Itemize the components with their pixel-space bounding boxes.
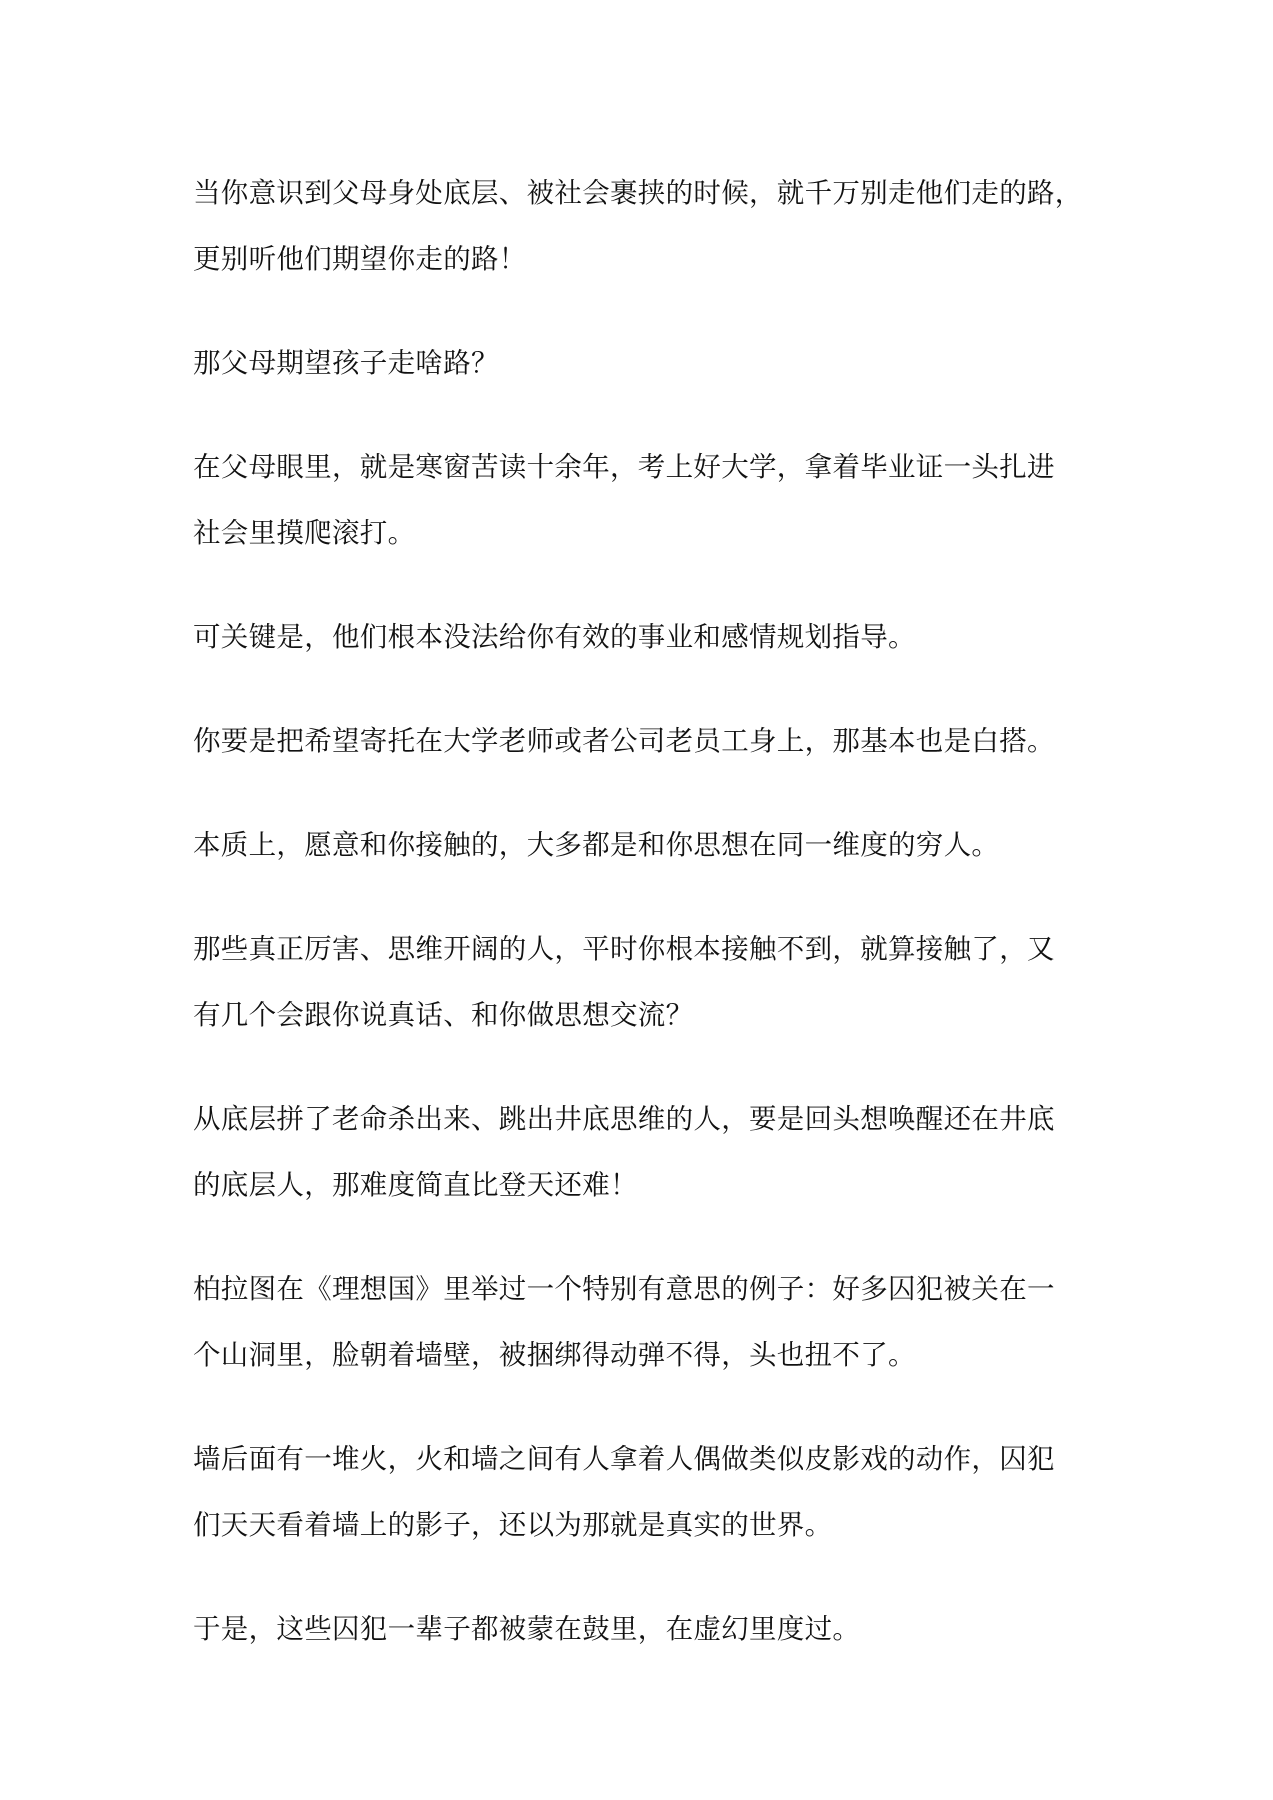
paragraph-line: 个山洞里，脸朝着墙壁，被捆绑得动弹不得，头也扭不了。 <box>193 1339 916 1371</box>
paragraph-line: 从底层拼了老命杀出来、跳出井底思维的人，要是回头想唤醒还在井底 <box>193 1103 1055 1135</box>
paragraph-line: 可关键是，他们根本没法给你有效的事业和感情规划指导。 <box>193 621 916 653</box>
paragraph-line: 墙后面有一堆火，火和墙之间有人拿着人偶做类似皮影戏的动作，囚犯 <box>193 1443 1055 1475</box>
paragraph-6 <box>193 812 1093 878</box>
document-page <box>193 160 1093 1700</box>
paragraph-11 <box>193 1596 1093 1662</box>
paragraph-line: 本质上，愿意和你接触的，大多都是和你思想在同一维度的穷人。 <box>193 829 1000 861</box>
paragraph-line: 的底层人，那难度简直比登天还难！ <box>193 1169 638 1201</box>
paragraph-line: 更别听他们期望你走的路！ <box>193 243 527 275</box>
paragraph-line: 那些真正厉害、思维开阔的人，平时你根本接触不到，就算接触了，又 <box>193 933 1055 965</box>
paragraph-line: 你要是把希望寄托在大学老师或者公司老员工身上，那基本也是白搭。 <box>193 725 1055 757</box>
paragraph-line: 社会里摸爬滚打。 <box>193 517 416 549</box>
paragraph-8 <box>193 1086 1093 1218</box>
paragraph-7 <box>193 916 1093 1048</box>
paragraph-5 <box>193 708 1093 774</box>
paragraph-line: 那父母期望孩子走啥路？ <box>193 347 499 379</box>
paragraph-9 <box>193 1256 1093 1388</box>
paragraph-line: 于是，这些囚犯一辈子都被蒙在鼓里，在虚幻里度过。 <box>193 1613 861 1645</box>
paragraph-3 <box>193 434 1093 566</box>
paragraph-4 <box>193 604 1093 670</box>
paragraph-10 <box>193 1426 1093 1558</box>
paragraph-line: 柏拉图在《理想国》里举过一个特别有意思的例子：好多囚犯被关在一 <box>193 1273 1055 1305</box>
paragraph-line: 当你意识到父母身处底层、被社会裹挟的时候，就千万别走他们走的路， <box>193 177 1083 209</box>
paragraph-2 <box>193 330 1093 396</box>
paragraph-line: 们天天看着墙上的影子，还以为那就是真实的世界。 <box>193 1509 833 1541</box>
paragraph-line: 在父母眼里，就是寒窗苦读十余年，考上好大学，拿着毕业证一头扎进 <box>193 451 1055 483</box>
paragraph-line: 有几个会跟你说真话、和你做思想交流？ <box>193 999 694 1031</box>
paragraph-1 <box>193 160 1093 292</box>
